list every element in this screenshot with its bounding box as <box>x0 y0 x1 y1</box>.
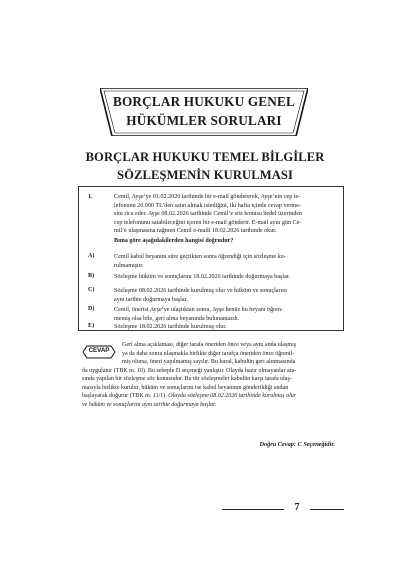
answer-text-line <box>82 392 296 400</box>
option-e-letter: E) <box>88 323 95 329</box>
option-b-line: Sözleşme hüküm ve sonuçlarını 18.02.2026 tarihinde doğurmaya başlar. <box>114 274 291 280</box>
option-a-line: Cemil kabul beyanını süre geçtikten sonra öğrendiği için sözleşme ku- <box>114 254 286 260</box>
option-a-line: rulmamıştır. <box>114 262 144 269</box>
answer-text-normal: başlayarak doğurur (TBK m. 11/1). <box>82 393 169 399</box>
question-text <box>114 193 336 236</box>
answer-text-line: miş olursa, öneri yapılmamış sayılır. Bu kural, kabulün geri alınmasında <box>122 359 296 365</box>
page-number: 7 <box>294 502 300 513</box>
option-d-text <box>114 306 336 323</box>
option-d-line: Cemil, önerisi Ayşe’ye ulaştıktan sonra, Ayşe henüz bu beyanı öğren- <box>114 307 283 313</box>
correct-answer: Doğru Cevap: C Seçeneğidir. <box>259 441 335 448</box>
option-d-letter: D) <box>88 306 95 312</box>
answer-text-italic: Olayda sözleşme 08.02.2026 tarihinde kurulmuş olur <box>168 393 297 399</box>
section-title-line-2: SÖZLEŞMENİN KURULMASI <box>117 168 293 182</box>
answer-label-badge <box>82 345 116 359</box>
question-number: 1. <box>88 193 93 200</box>
answer-label: CEVAP <box>88 347 110 354</box>
option-c-line: aynı tarihte doğurmaya başlar. <box>114 296 188 303</box>
footer-rule-right <box>310 509 344 510</box>
answer-text-line: Geri alma açıklaması, diğer tarafa öneriden önce veya aynı anda ulaşmış <box>122 342 297 348</box>
chapter-title <box>100 92 308 130</box>
answer-text-line: sında yapılan bir sözleşme söz konusudur. Bu tür sözleşmeler kabulün karşı tarafa ulaş- <box>82 376 292 382</box>
option-d-line: memiş olsa bile, geri alma beyanında bulunamazdı. <box>114 315 240 322</box>
option-b-letter: B) <box>88 273 95 279</box>
option-a-letter: A) <box>88 253 95 259</box>
question-text-line: cep telefonunu satabileceğini içeren bir e-mail gönderir. E-mail aynı gün Ce- <box>114 219 302 226</box>
section-title <box>60 148 350 184</box>
answer-text-line: masıyla birlikte kurulur, hüküm ve sonuçlarını ise kabul beyanının gönderildiği andan <box>82 384 289 391</box>
question-text-line: Cemil, Ayşe’ye 01.02.2026 tarihinde bir e-mail göndererek, Ayşe’nin cep te- <box>114 194 301 200</box>
option-b-text <box>114 273 336 282</box>
question-text-line: lefonunu 20.000 TL’den satın almak istediğini, iki hafta içinde cevap verme- <box>114 202 301 209</box>
option-e-text <box>114 323 336 332</box>
option-c-letter: C) <box>88 287 95 293</box>
question-prompt: Buna göre aşağıdakilerden hangisi doğrudur? <box>114 238 234 244</box>
answer-text-italic-line: ve hüküm ve sonuçlarını aynı tarihte doğurmaya başlar. <box>82 401 217 408</box>
question-text-line: sini rica eder. Ayşe 08.02.2026 tarihinde Cemil’e söz konusu bedel üzerinden <box>114 211 303 218</box>
chapter-title-line-1: BORÇLAR HUKUKU GENEL <box>112 94 296 109</box>
chapter-banner <box>100 88 308 136</box>
option-e-line: Sözleşme 18.02.2026 tarihinde kurulmuş olur. <box>114 324 227 330</box>
question-text-line: mil’e ulaşmasına rağmen Cemil e-maili 18.02.2026 tarihinde okur. <box>114 228 277 235</box>
section-title-line-1: BORÇLAR HUKUKU TEMEL BİLGİLER <box>85 150 325 164</box>
option-c-text <box>114 287 336 304</box>
answer-text-line: ya da daha sonra ulaşmakla birlikte diğer tarafça öneriden önce öğrenil- <box>122 350 295 357</box>
chapter-title-line-2: HÜKÜMLER SORULARI <box>126 113 282 128</box>
footer-rule-left <box>222 509 284 510</box>
option-a-text <box>114 253 336 270</box>
option-c-line: Sözleşme 08.02.2026 tarihinde kurulmuş olur ve hüküm ve sonuçlarını <box>114 288 287 294</box>
answer-text-line: da uygulanır (TBK m. 10). Bu sebeple D seçeneği yanlıştır. Olayda hazır olmayanlar ara- <box>82 367 297 374</box>
